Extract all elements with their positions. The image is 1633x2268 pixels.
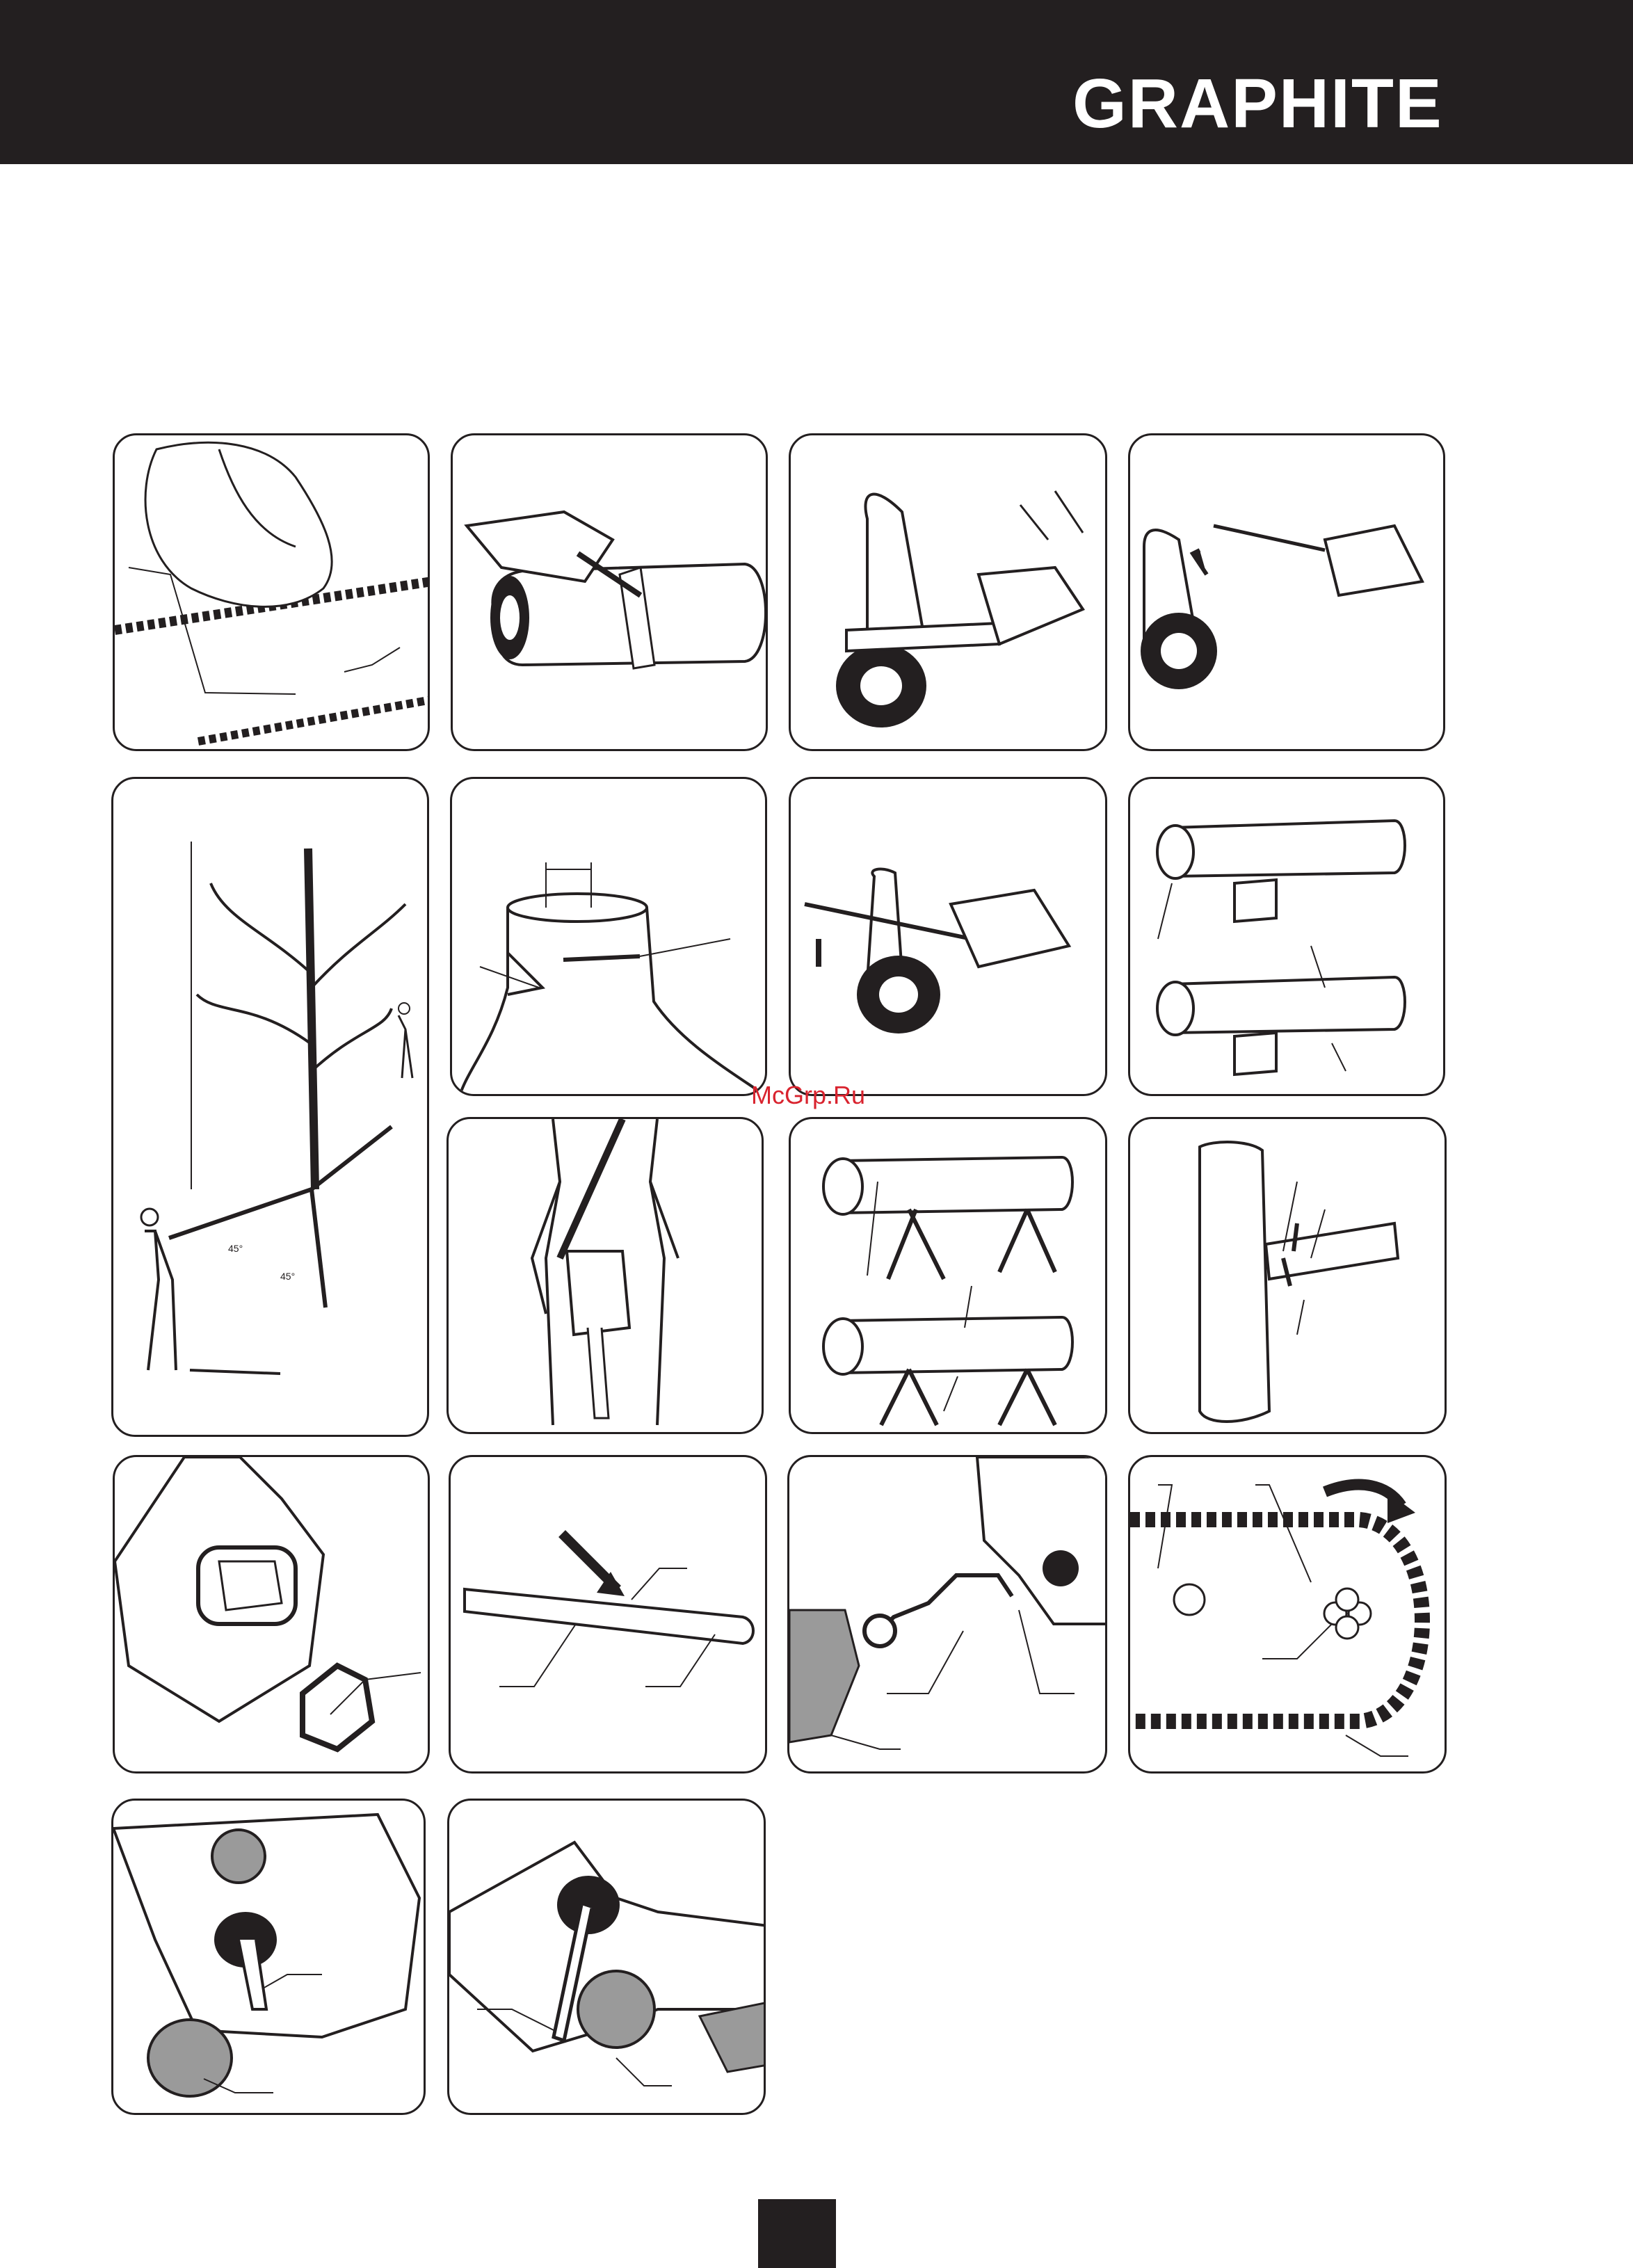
panel-log-support [1128, 777, 1445, 1096]
page-number-tab [758, 2199, 836, 2268]
log-support-illustration [1130, 779, 1445, 1096]
panel-oil-cap [447, 1799, 766, 2115]
page-header [0, 0, 1633, 164]
operator-stance-illustration [449, 1119, 764, 1434]
panel-operator-stance [447, 1117, 764, 1434]
panel-cut-log-top [451, 433, 768, 751]
panel-notch-cut [450, 777, 767, 1096]
panel-log-on-ground [789, 433, 1107, 751]
felling-zone-illustration [113, 779, 429, 1437]
panel-chain-tension [113, 433, 430, 751]
chain-direction-illustration [1130, 1457, 1447, 1774]
panel-log-undercut [1128, 433, 1445, 751]
sawhorse-illustration [791, 1119, 1107, 1434]
oil-cap-illustration [449, 1801, 766, 2115]
felling-angle-label-right: 45° [280, 1271, 296, 1282]
air-filter-illustration [115, 1457, 430, 1774]
felling-cut-illustration [791, 779, 1107, 1096]
watermark: McGrp.Ru [751, 1081, 866, 1109]
panel-sawhorse [789, 1117, 1107, 1434]
panel-felling-cut [789, 777, 1107, 1096]
chain-tension-illustration [115, 435, 430, 751]
notch-cut-illustration [452, 779, 767, 1096]
panel-felling-zone [111, 777, 429, 1437]
fuel-cap-illustration [113, 1801, 426, 2115]
panel-air-filter [113, 1455, 430, 1774]
felling-angle-label-left: 45° [228, 1243, 243, 1254]
panel-guide-bar [449, 1455, 767, 1774]
log-cut-illustration [453, 435, 768, 751]
chain-brake-spring-illustration [789, 1457, 1107, 1774]
log-cut-from-top-illustration [791, 435, 1107, 751]
guide-bar-illustration [451, 1457, 767, 1774]
panel-fuel-cap [111, 1799, 426, 2115]
panel-limbing [1128, 1117, 1447, 1434]
log-undercut-illustration [1130, 435, 1445, 751]
brand-logo: GRAPHITE [1072, 65, 1443, 143]
panel-chain-brake-spring [787, 1455, 1107, 1774]
limbing-illustration [1130, 1119, 1447, 1434]
panel-chain-direction [1128, 1455, 1447, 1774]
